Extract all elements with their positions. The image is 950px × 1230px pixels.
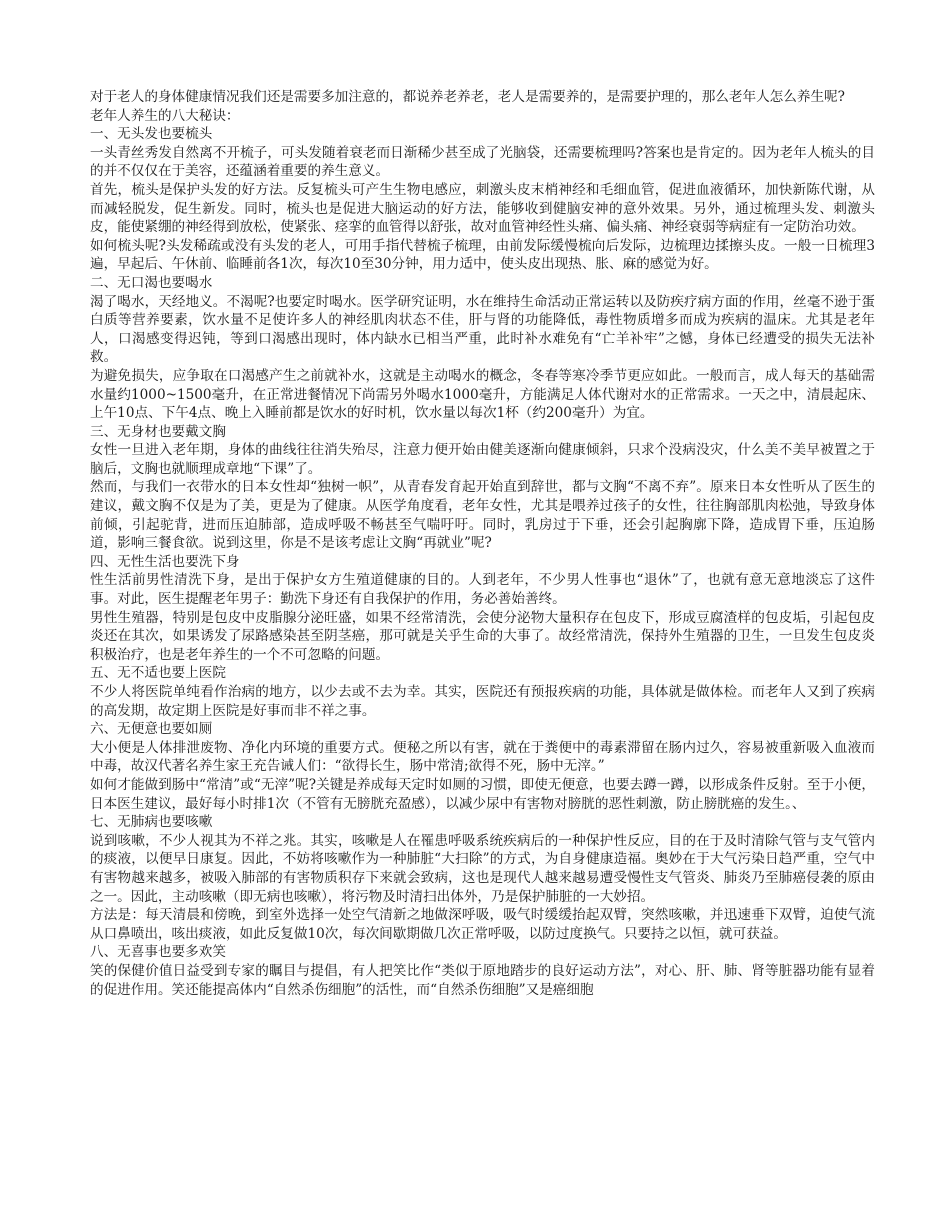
section-heading: 五、无不适也要上医院 xyxy=(90,665,226,682)
section-heading: 一、无头发也要梳头 xyxy=(90,126,213,143)
paragraph: 笑的保健价值日益受到专家的瞩目与提倡，有人把笑比作“类似于原地踏步的良好运动方法”，对心、肝、肺、肾等脏器功能有显着的促进作用。笑还能提高体内“自然杀伤细胞”的活性，而“自然杀伤细胞”又是癌细胞 xyxy=(90,962,875,998)
section-heading: 二、无口渴也要喝水 xyxy=(90,274,213,291)
paragraph: 说到咳嗽，不少人视其为不祥之兆。其实，咳嗽是人在罹患呼吸系统疾病后的一种保护性反应，目的在于及时清除气管与支气管内的痰液，以便早日康复。因此，不妨将咳嗽作为一种肺脏“大扫除”的方式，为自身健康造福。奥妙在于大气污染日趋严重，空气中有害物越来越多，被吸入肺部的有害物质积存下来就会致病，这也是现代人越来越易遭受慢性支气管炎、肺炎乃至肺癌侵袭的原由之一。因此，主动咳嗽（即无病也咳嗽），将污物及时清扫出体外，乃是保护肺脏的一大妙招。 xyxy=(90,832,875,905)
paragraph: 女性一旦进入老年期，身体的曲线往往消失殆尽，注意力便开始由健美逐渐向健康倾斜，只求个没病没灾，什么美不美早被置之于脑后，文胸也就顺理成章地“下课”了。 xyxy=(90,442,875,477)
section-heading: 八、无喜事也要多欢笑 xyxy=(90,944,226,961)
section-heading: 三、无身材也要戴文胸 xyxy=(90,423,226,440)
section-heading: 六、无便意也要如厕 xyxy=(90,721,213,738)
section-heading: 四、无性生活也要洗下身 xyxy=(90,553,240,570)
section-6 xyxy=(90,720,875,813)
section-5 xyxy=(90,664,875,720)
paragraph: 为避免损失，应争取在口渴感产生之前就补水，这就是主动喝水的概念，冬春等寒冷季节更应如此。一般而言，成人每天的基础需水量约1000~1500毫升，在正常进餐情况下尚需另外喝水1000毫升，方能满足人体代谢对水的正常需求。一天之中，清晨起床、上午10点、下午4点、晚上入睡前都是饮水的好时机，饮水量以每次1杯（约200毫升）为宜。 xyxy=(90,367,875,422)
intro-paragraph: 对于老人的身体健康情况我们还是需要多加注意的，都说养老养老，老人是需要养的，是需要护理的，那么老年人怎么养生呢? xyxy=(90,89,845,105)
document-body xyxy=(90,88,875,999)
paragraph: 如何才能做到肠中“常清”或“无滓”呢?关键是养成每天定时如厕的习惯，即使无便意，也要去蹲一蹲，以形成条件反射。至于小便，日本医生建议，最好每小时排1次（不管有无膀胱充盈感），以减少尿中有害物对膀胱的恶性刺激，防止膀胱癌的发生。、 xyxy=(90,776,875,812)
section-7 xyxy=(90,813,875,943)
paragraph: 首先，梳头是保护头发的好方法。反复梳头可产生生物电感应，刺激头皮末梢神经和毛细血管，促进血液循环，加快新陈代谢，从而减轻脱发，促生新发。同时，梳头也是促进大脑运动的好方法，能够收到健脑安神的意外效果。另外，通过梳理头发、刺激头皮，能使紧绷的神经得到放松，使紧张、痉挛的血管得以舒张，故对血管神经性头痛、偏头痛、神经衰弱等病症有一定防治功效。 xyxy=(90,181,875,236)
paragraph: 不少人将医院单纯看作治病的地方，以少去或不去为幸。其实，医院还有预报疾病的功能，具体就是做体检。而老年人又到了疾病的高发期，故定期上医院是好事而非不祥之事。 xyxy=(90,684,875,719)
paragraph: 性生活前男性清洗下身，是出于保护女方生殖道健康的目的。人到老年，不少男人性事也“退休”了，也就有意无意地淡忘了这件事。对此，医生提醒老年男子：勤洗下身还有自我保护的作用，务必善始善终。 xyxy=(90,572,875,608)
paragraph: 然而，与我们一衣带水的日本女性却“独树一帜”，从青春发育起开始直到辞世，都与文胸“不离不弃”。原来日本女性听从了医生的建议，戴文胸不仅是为了美，更是为了健康。从医学角度看，老年女性，尤其是喂养过孩子的女性，往往胸部肌肉松弛，导致身体前倾，引起驼背，进而压迫肺部，造成呼吸不畅甚至气喘吁吁。同时，乳房过于下垂，还会引起胸廓下降，造成胃下垂，压迫肠道，影响三餐食欲。说到这里，你是不是该考虑让文胸“再就业”呢? xyxy=(90,479,875,552)
paragraph: 大小便是人体排泄废物、净化内环境的重要方式。便秘之所以有害，就在于粪便中的毒素滞留在肠内过久，容易被重新吸入血液而中毒，故汉代著名养生家王充告诫人们：“欲得长生，肠中常清;欲得不死，肠中无滓。” xyxy=(90,739,875,775)
list-title: 老年人养生的八大秘诀： xyxy=(90,107,240,124)
section-1 xyxy=(90,125,875,274)
paragraph: 方法是：每天清晨和傍晚，到室外选择一处空气清新之地做深呼吸，吸气时缓缓抬起双臂，突然咳嗽，并迅速垂下双臂，迫使气流从口鼻喷出，咳出痰液，如此反复做10次，每次间歇期做几次正常呼吸，以防过度换气。只要持之以恒，就可获益。 xyxy=(90,907,875,942)
paragraph: 男性生殖器，特别是包皮中皮脂腺分泌旺盛，如果不经常清洗，会使分泌物大量积存在包皮下，形成豆腐渣样的包皮垢，引起包皮炎还在其次，如果诱发了尿路感染甚至阴茎癌，那可就是关乎生命的大事了。故经常清洗，保持外生殖器的卫生，一旦发生包皮炎积极治疗，也是老年养生的一个不可忽略的问题。 xyxy=(90,609,875,663)
paragraph: 如何梳头呢?头发稀疏或没有头发的老人，可用手指代替梳子梳理，由前发际缓慢梳向后发际，边梳理边揉擦头皮。一般一日梳理3遍，早起后、午休前、临睡前各1次，每次10至30分钟，用力适中，使头皮出现热、胀、麻的感觉为好。 xyxy=(90,237,875,273)
section-4 xyxy=(90,553,875,665)
paragraph: 渴了喝水，天经地义。不渴呢?也要定时喝水。医学研究证明，水在维持生命活动正常运转以及防疾疗病方面的作用，丝毫不逊于蛋白质等营养要素，饮水量不足使许多人的神经肌肉状态不佳，肝与肾的功能降低，毒性物质增多而成为疾病的温床。尤其是老年人，口渴感变得迟钝，等到口渴感出现时，体内缺水已相当严重，此时补水难免有“亡羊补牢”之憾，身体已经遭受的损失无法补救。 xyxy=(90,293,875,366)
section-heading: 七、无肺病也要咳嗽 xyxy=(90,814,213,831)
section-2 xyxy=(90,274,875,423)
paragraph: 一头青丝秀发自然离不开梳子，可头发随着衰老而日渐稀少甚至成了光脑袋，还需要梳理吗?答案也是肯定的。因为老年人梳头的目的并不仅仅在于美容，还蕴涵着重要的养生意义。 xyxy=(90,144,875,180)
section-8 xyxy=(90,943,875,999)
section-3 xyxy=(90,423,875,553)
